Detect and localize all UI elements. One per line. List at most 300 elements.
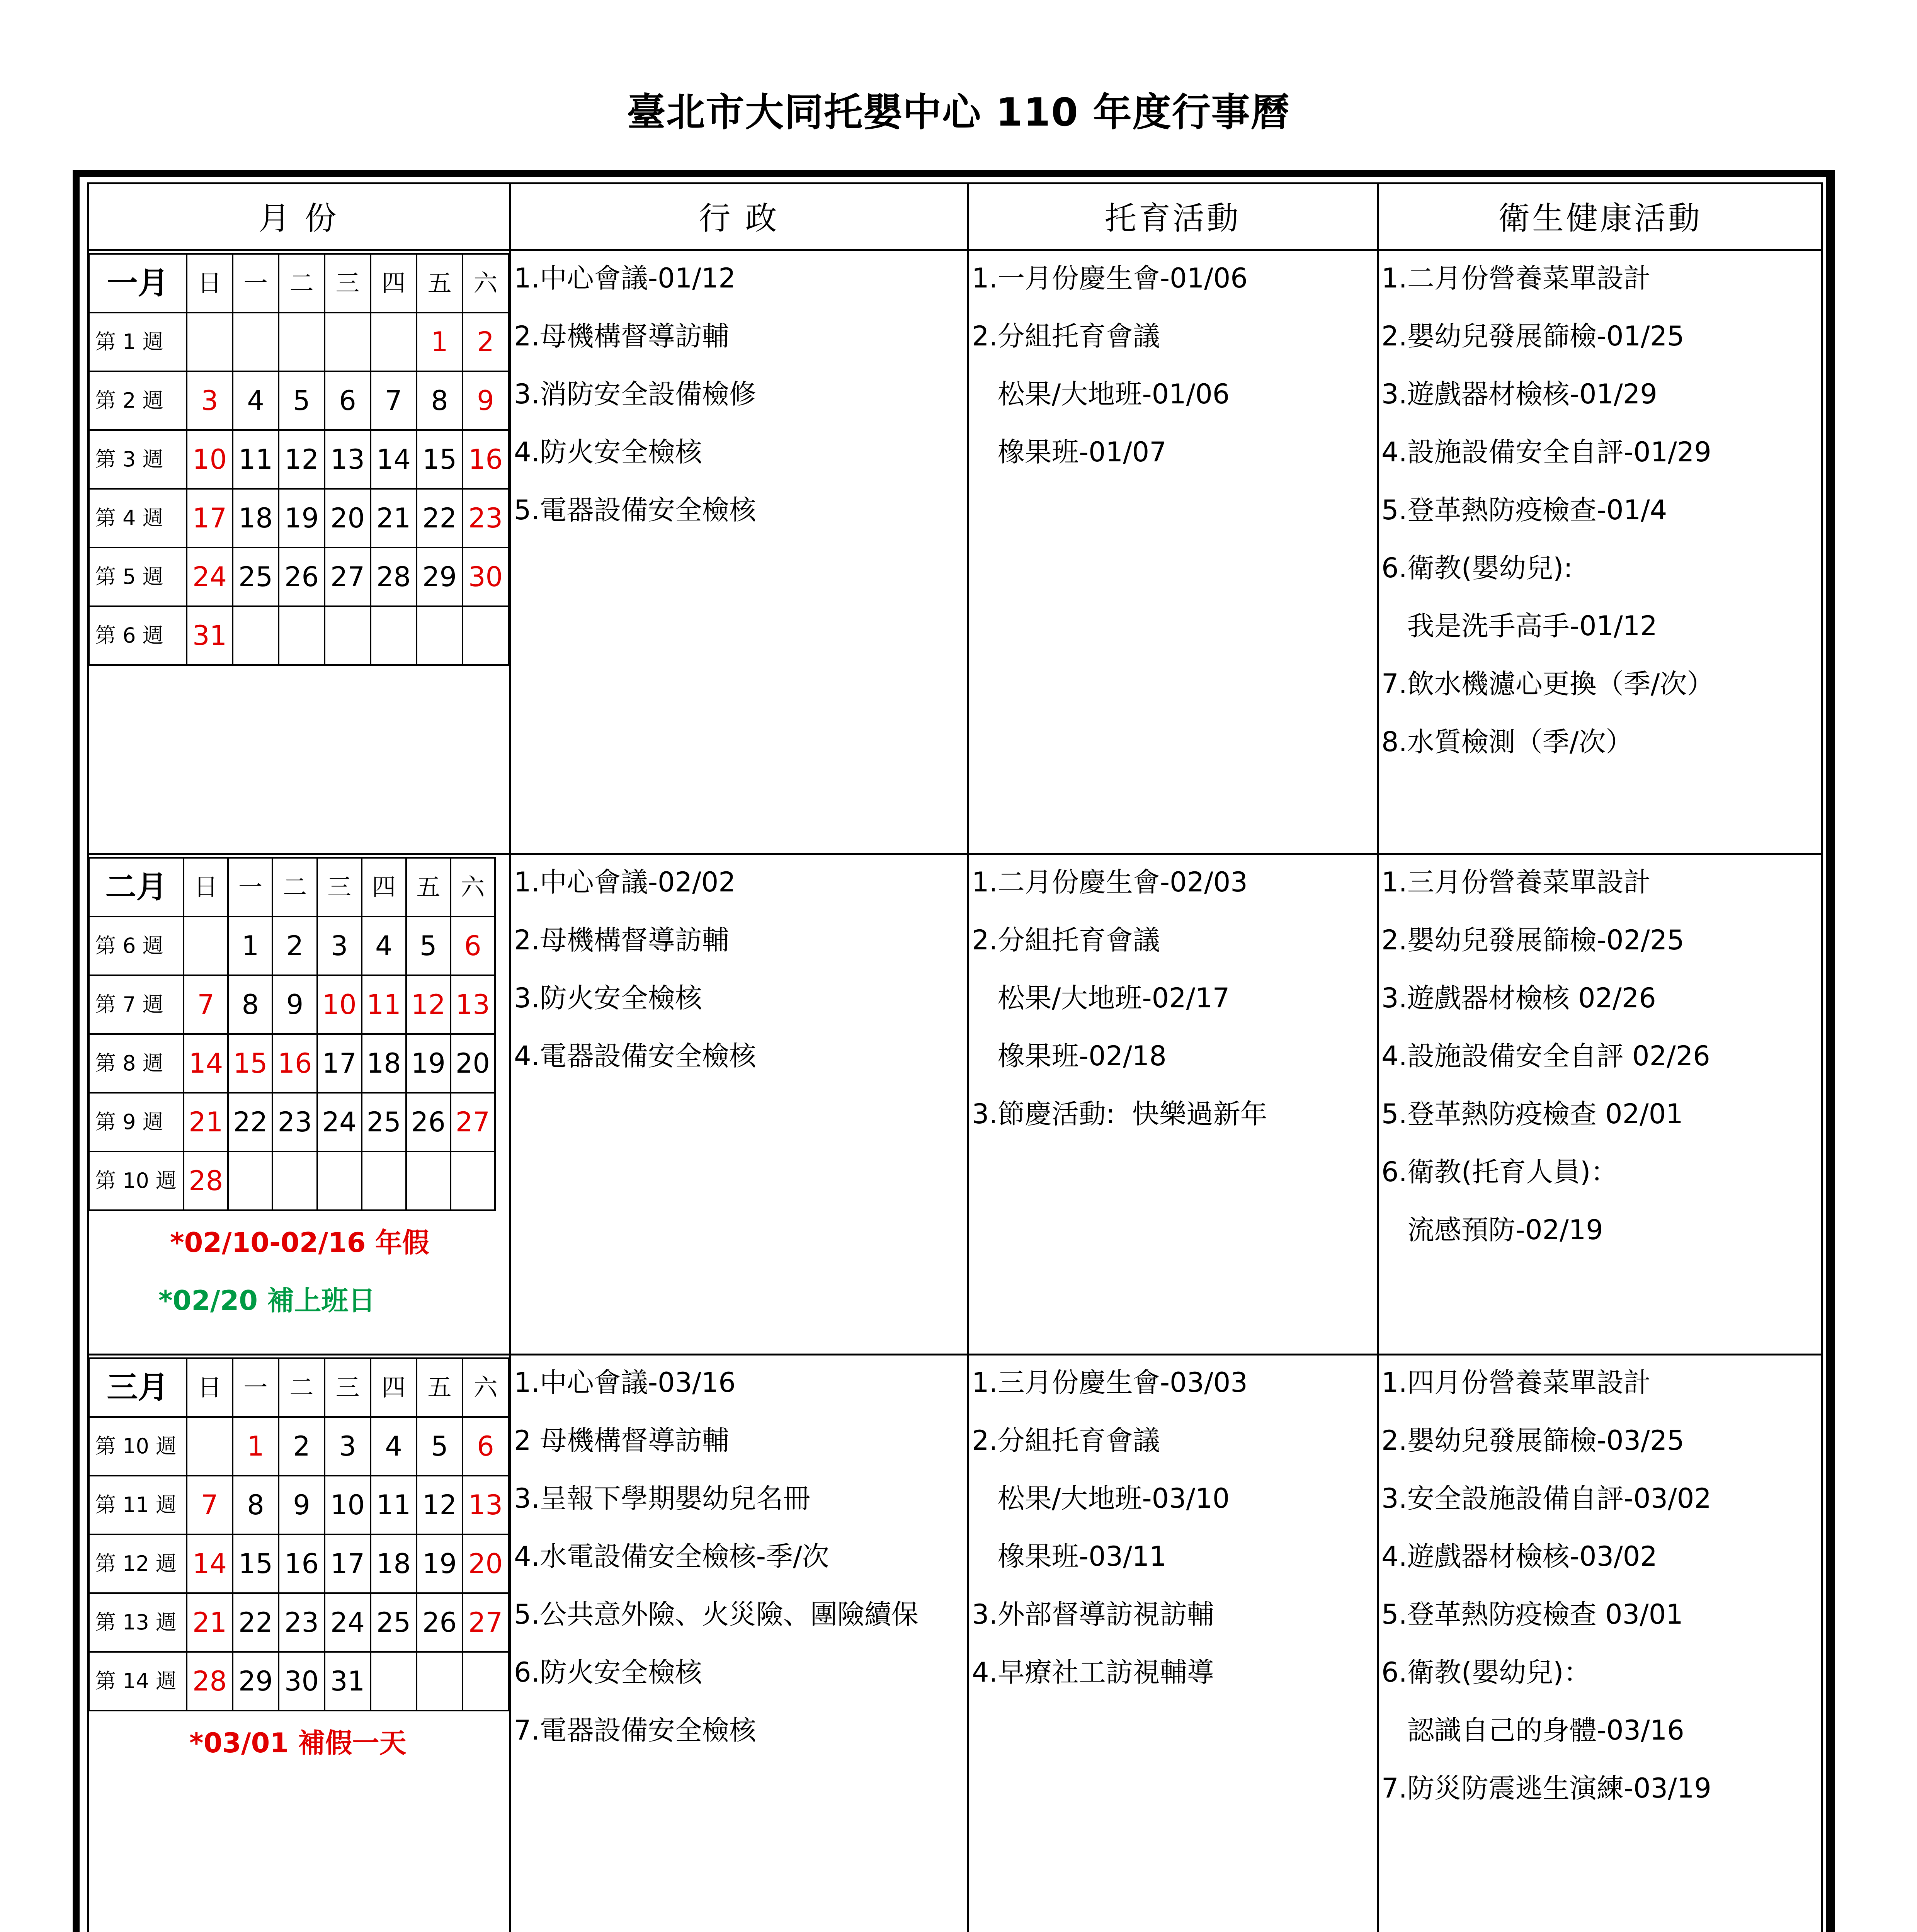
day-number: 3: [330, 930, 348, 962]
day-number: 2: [286, 930, 304, 962]
care-item: 橡果班-03/11: [972, 1541, 1167, 1572]
day-number: 10: [192, 444, 227, 475]
day-number: 13: [455, 989, 490, 1020]
day-cell: [371, 1534, 417, 1593]
page-title: 臺北市大同托嬰中心 110 年度行事曆: [627, 90, 1290, 135]
day-number: 7: [197, 989, 215, 1020]
day-cell: [463, 1593, 509, 1652]
week-label: 第 5 週: [89, 548, 187, 606]
day-number: 28: [376, 561, 411, 593]
day-cell: [406, 1151, 451, 1210]
day-cell: [325, 489, 371, 548]
day-cell: [325, 548, 371, 606]
day-number: 9: [477, 385, 494, 417]
care-item: 1.一月份慶生會-01/06: [972, 262, 1248, 294]
day-number: 28: [192, 1665, 227, 1697]
weekday-header: 二: [272, 858, 317, 917]
day-cell: [463, 1417, 509, 1476]
day-cell: [325, 313, 371, 371]
weekday-header: 日: [187, 1358, 233, 1417]
day-cell: [463, 606, 509, 665]
month-calendar: [88, 857, 496, 1211]
day-number: 24: [192, 561, 227, 593]
day-number: 23: [468, 502, 503, 534]
day-cell: [279, 430, 325, 489]
health-item: 5.登革熱防疫檢查 02/01: [1381, 1098, 1683, 1130]
day-number: 18: [376, 1548, 411, 1580]
week-row: [89, 1593, 509, 1652]
day-cell: [406, 975, 451, 1034]
day-cell: [187, 1534, 233, 1593]
day-cell: [233, 371, 279, 430]
day-cell: [272, 975, 317, 1034]
day-number: 11: [366, 989, 401, 1020]
day-cell: [417, 548, 463, 606]
admin-item: 4.防火安全檢核: [514, 436, 702, 468]
week-label: 第 7 週: [89, 975, 184, 1034]
day-cell: [279, 1652, 325, 1711]
day-cell: [187, 371, 233, 430]
day-cell: [463, 313, 509, 371]
day-number: 20: [455, 1048, 490, 1079]
weekday-header: 五: [417, 1358, 463, 1417]
week-label: 第 13 週: [89, 1593, 187, 1652]
care-item: 3.外部督導訪視訪輔: [972, 1599, 1214, 1630]
day-number: 13: [330, 444, 365, 475]
day-cell: [325, 1476, 371, 1534]
day-number: 6: [477, 1430, 494, 1462]
admin-list: [514, 853, 756, 1085]
day-cell: [187, 430, 233, 489]
week-row: [89, 313, 509, 371]
health-item: 流感預防-02/19: [1381, 1214, 1603, 1246]
weekday-header: 一: [228, 858, 272, 917]
day-number: 16: [277, 1048, 312, 1079]
week-row: [89, 1417, 509, 1476]
care-item: 3.節慶活動: 快樂過新年: [972, 1098, 1267, 1130]
day-number: 1: [247, 1430, 264, 1462]
day-cell: [187, 1417, 233, 1476]
day-number: 26: [422, 1607, 457, 1638]
calendar-note: *03/01 補假一天: [189, 1727, 407, 1759]
day-cell: [406, 917, 451, 975]
month-calendar: [88, 253, 509, 666]
day-cell: [279, 313, 325, 371]
day-cell: [362, 1034, 406, 1093]
day-cell: [451, 1034, 495, 1093]
day-cell: [417, 1417, 463, 1476]
day-cell: [228, 975, 272, 1034]
weekday-header: 四: [371, 1358, 417, 1417]
day-cell: [362, 975, 406, 1034]
day-number: 4: [375, 930, 393, 962]
day-number: 6: [464, 930, 481, 962]
day-number: 7: [385, 385, 402, 417]
day-number: 8: [247, 1489, 264, 1521]
admin-item: 1.中心會議-03/16: [514, 1367, 736, 1398]
calendar-note: *02/20 補上班日: [158, 1285, 376, 1316]
day-cell: [417, 1534, 463, 1593]
health-item: 4.設施設備安全自評 02/26: [1381, 1040, 1710, 1072]
admin-item: 5.電器設備安全檢核: [514, 494, 756, 526]
day-number: 19: [284, 502, 319, 534]
admin-item: 2 母機構督導訪輔: [514, 1425, 729, 1456]
day-number: 1: [242, 930, 259, 962]
day-number: 5: [293, 385, 310, 417]
day-cell: [451, 1151, 495, 1210]
day-number: 2: [477, 326, 494, 358]
day-number: 21: [189, 1106, 223, 1138]
month-calendar: [88, 1357, 509, 1711]
day-cell: [463, 548, 509, 606]
week-row: [89, 975, 495, 1034]
day-number: 29: [422, 561, 457, 593]
day-cell: [451, 1093, 495, 1151]
day-cell: [371, 1593, 417, 1652]
day-cell: [362, 1151, 406, 1210]
day-cell: [184, 975, 228, 1034]
day-cell: [371, 371, 417, 430]
day-number: 5: [431, 1430, 448, 1462]
health-list: [1381, 1354, 1711, 1817]
day-number: 26: [411, 1106, 446, 1138]
day-number: 31: [330, 1665, 365, 1697]
day-cell: [463, 1652, 509, 1711]
admin-item: 4.電器設備安全檢核: [514, 1040, 756, 1072]
week-row: [89, 1151, 495, 1210]
day-cell: [187, 1476, 233, 1534]
weekday-header: 三: [325, 254, 371, 313]
header-admin: 行 政: [510, 182, 968, 251]
health-item: 4.遊戲器材檢核-03/02: [1381, 1541, 1657, 1572]
day-number: 4: [385, 1430, 402, 1462]
day-number: 7: [201, 1489, 218, 1521]
weekday-header: 五: [417, 254, 463, 313]
day-cell: [371, 430, 417, 489]
weekday-header: 四: [362, 858, 406, 917]
day-number: 16: [284, 1548, 319, 1580]
day-number: 28: [189, 1165, 223, 1197]
day-number: 17: [322, 1048, 357, 1079]
day-number: 11: [238, 444, 273, 475]
day-cell: [272, 917, 317, 975]
care-item: 1.二月份慶生會-02/03: [972, 866, 1248, 898]
health-item: 4.設施設備安全自評-01/29: [1381, 436, 1711, 468]
day-cell: [279, 1534, 325, 1593]
day-number: 9: [286, 989, 304, 1020]
health-item: 3.遊戲器材檢核-01/29: [1381, 378, 1657, 410]
day-cell: [233, 1534, 279, 1593]
header-health: 衛生健康活動: [1378, 182, 1823, 251]
day-cell: [228, 917, 272, 975]
day-cell: [228, 1034, 272, 1093]
weekday-header: 五: [406, 858, 451, 917]
week-row: [89, 917, 495, 975]
day-number: 15: [233, 1048, 268, 1079]
admin-item: 3.呈報下學期嬰幼兒名冊: [514, 1483, 810, 1514]
day-cell: [187, 489, 233, 548]
day-cell: [371, 1476, 417, 1534]
care-list: [972, 249, 1248, 481]
admin-item: 1.中心會議-01/12: [514, 262, 736, 294]
day-cell: [279, 489, 325, 548]
health-item: 認識自己的身體-03/16: [1381, 1714, 1684, 1746]
day-cell: [184, 917, 228, 975]
day-cell: [371, 606, 417, 665]
care-item: 2.分組托育會議: [972, 1425, 1160, 1456]
week-row: [89, 1476, 509, 1534]
day-cell: [417, 489, 463, 548]
month-name: 一月: [89, 254, 187, 313]
day-cell: [187, 1593, 233, 1652]
care-list: [972, 853, 1267, 1143]
week-label: 第 6 週: [89, 606, 187, 665]
day-number: 14: [376, 444, 411, 475]
column-divider: [509, 182, 511, 1932]
day-number: 13: [468, 1489, 503, 1521]
health-item: 2.嬰幼兒發展篩檢-03/25: [1381, 1425, 1684, 1456]
admin-item: 3.防火安全檢核: [514, 982, 702, 1014]
day-cell: [362, 917, 406, 975]
day-number: 27: [455, 1106, 490, 1138]
week-label: 第 10 週: [89, 1417, 187, 1476]
health-item: 1.二月份營養菜單設計: [1381, 262, 1651, 294]
day-cell: [272, 1093, 317, 1151]
day-cell: [279, 548, 325, 606]
day-cell: [279, 371, 325, 430]
health-item: 6.衛教(嬰幼兒)：: [1381, 1656, 1591, 1688]
care-item: 橡果班-02/18: [972, 1040, 1167, 1072]
day-number: 23: [277, 1106, 312, 1138]
day-number: 25: [366, 1106, 401, 1138]
day-cell: [187, 606, 233, 665]
day-number: 3: [339, 1430, 356, 1462]
day-cell: [417, 313, 463, 371]
weekday-header: 日: [184, 858, 228, 917]
day-cell: [325, 1652, 371, 1711]
admin-item: 7.電器設備安全檢核: [514, 1714, 756, 1746]
day-cell: [279, 1417, 325, 1476]
week-row: [89, 371, 509, 430]
day-cell: [371, 489, 417, 548]
weekday-header: 六: [451, 858, 495, 917]
day-number: 17: [330, 1548, 365, 1580]
week-label: 第 11 週: [89, 1476, 187, 1534]
care-item: 松果/大地班-03/10: [972, 1483, 1230, 1514]
day-cell: [463, 1476, 509, 1534]
day-cell: [233, 313, 279, 371]
day-cell: [317, 1034, 362, 1093]
day-number: 19: [422, 1548, 457, 1580]
admin-item: 5.公共意外險、火災險、團險續保: [514, 1599, 919, 1630]
column-divider: [1377, 182, 1379, 1932]
week-row: [89, 1652, 509, 1711]
day-cell: [463, 430, 509, 489]
day-number: 23: [284, 1607, 319, 1638]
health-item: 7.防災防震逃生演練-03/19: [1381, 1772, 1711, 1804]
day-cell: [371, 1417, 417, 1476]
admin-list: [514, 249, 756, 539]
day-number: 9: [293, 1489, 310, 1521]
day-cell: [325, 1417, 371, 1476]
day-number: 1: [431, 326, 448, 358]
day-number: 12: [411, 989, 446, 1020]
day-number: 6: [339, 385, 356, 417]
weekday-header: 日: [187, 254, 233, 313]
day-number: 31: [192, 620, 227, 651]
health-list: [1381, 853, 1710, 1259]
day-cell: [371, 548, 417, 606]
weekday-header: 六: [463, 254, 509, 313]
weekday-header: 一: [233, 1358, 279, 1417]
day-number: 20: [468, 1548, 503, 1580]
day-number: 12: [422, 1489, 457, 1521]
care-item: 1.三月份慶生會-03/03: [972, 1367, 1248, 1398]
day-cell: [417, 1652, 463, 1711]
health-item: 3.安全設施設備自評-03/02: [1381, 1483, 1711, 1514]
health-item: 6.衛教(托育人員)：: [1381, 1156, 1618, 1188]
day-number: 14: [189, 1048, 223, 1079]
admin-item: 2.母機構督導訪輔: [514, 924, 729, 956]
care-list: [972, 1354, 1248, 1701]
day-number: 12: [284, 444, 319, 475]
day-cell: [463, 489, 509, 548]
day-cell: [317, 1151, 362, 1210]
day-number: 2: [293, 1430, 310, 1462]
week-label: 第 12 週: [89, 1534, 187, 1593]
calendar-note: *02/10-02/16 年假: [170, 1227, 429, 1259]
day-number: 11: [376, 1489, 411, 1521]
day-number: 8: [431, 385, 448, 417]
day-number: 17: [192, 502, 227, 534]
day-number: 5: [420, 930, 437, 962]
health-item: 2.嬰幼兒發展篩檢-02/25: [1381, 924, 1684, 956]
care-item: 橡果班-01/07: [972, 436, 1167, 468]
day-cell: [417, 606, 463, 665]
week-label: 第 2 週: [89, 371, 187, 430]
health-item: 1.三月份營養菜單設計: [1381, 866, 1651, 898]
day-number: 14: [192, 1548, 227, 1580]
day-number: 15: [238, 1548, 273, 1580]
health-item: 我是洗手高手-01/12: [1381, 610, 1657, 642]
day-cell: [233, 1476, 279, 1534]
day-cell: [228, 1093, 272, 1151]
day-number: 25: [238, 561, 273, 593]
day-cell: [233, 606, 279, 665]
health-item: 7.飲水機濾心更換（季/次）: [1381, 668, 1714, 700]
day-number: 16: [468, 444, 503, 475]
week-row: [89, 606, 509, 665]
day-number: 24: [322, 1106, 357, 1138]
week-row: [89, 548, 509, 606]
day-cell: [371, 313, 417, 371]
week-row: [89, 1034, 495, 1093]
day-number: 22: [238, 1607, 273, 1638]
weekday-header: 三: [325, 1358, 371, 1417]
day-number: 27: [330, 561, 365, 593]
month-name: 二月: [89, 858, 184, 917]
day-cell: [228, 1151, 272, 1210]
care-item: 4.早療社工訪視輔導: [972, 1656, 1214, 1688]
week-label: 第 10 週: [89, 1151, 184, 1210]
day-cell: [184, 1093, 228, 1151]
week-label: 第 9 週: [89, 1093, 184, 1151]
care-item: 2.分組托育會議: [972, 320, 1160, 352]
admin-item: 3.消防安全設備檢修: [514, 378, 756, 410]
day-number: 4: [247, 385, 264, 417]
day-cell: [325, 1534, 371, 1593]
day-number: 25: [376, 1607, 411, 1638]
weekday-header: 二: [279, 1358, 325, 1417]
admin-item: 2.母機構督導訪輔: [514, 320, 729, 352]
day-cell: [184, 1151, 228, 1210]
day-cell: [317, 917, 362, 975]
admin-item: 1.中心會議-02/02: [514, 866, 736, 898]
day-number: 30: [284, 1665, 319, 1697]
weekday-header: 四: [371, 254, 417, 313]
day-number: 10: [330, 1489, 365, 1521]
health-item: 8.水質檢測（季/次）: [1381, 726, 1633, 758]
week-label: 第 3 週: [89, 430, 187, 489]
column-divider: [967, 182, 969, 1932]
day-number: 22: [233, 1106, 268, 1138]
day-cell: [272, 1034, 317, 1093]
day-cell: [417, 371, 463, 430]
day-number: 30: [468, 561, 503, 593]
care-item: 松果/大地班-02/17: [972, 982, 1230, 1014]
week-row: [89, 1093, 495, 1151]
day-number: 8: [242, 989, 259, 1020]
day-number: 10: [322, 989, 357, 1020]
day-cell: [417, 430, 463, 489]
day-number: 18: [238, 502, 273, 534]
day-number: 20: [330, 502, 365, 534]
day-cell: [233, 1652, 279, 1711]
day-cell: [233, 1417, 279, 1476]
health-item: 2.嬰幼兒發展篩檢-01/25: [1381, 320, 1684, 352]
day-cell: [317, 1093, 362, 1151]
care-item: 松果/大地班-01/06: [972, 378, 1230, 410]
day-number: 21: [192, 1607, 227, 1638]
day-cell: [233, 548, 279, 606]
health-list: [1381, 249, 1714, 771]
day-cell: [317, 975, 362, 1034]
day-number: 22: [422, 502, 457, 534]
health-item: 5.登革熱防疫檢查 03/01: [1381, 1599, 1683, 1630]
day-number: 24: [330, 1607, 365, 1638]
day-cell: [406, 1034, 451, 1093]
health-item: 3.遊戲器材檢核 02/26: [1381, 982, 1656, 1014]
week-label: 第 8 週: [89, 1034, 184, 1093]
admin-list: [514, 1354, 919, 1759]
header-month: 月 份: [87, 182, 510, 251]
day-cell: [233, 1593, 279, 1652]
day-number: 15: [422, 444, 457, 475]
day-number: 29: [238, 1665, 273, 1697]
day-cell: [463, 1534, 509, 1593]
week-row: [89, 489, 509, 548]
health-item: 1.四月份營養菜單設計: [1381, 1367, 1651, 1398]
day-cell: [325, 371, 371, 430]
day-cell: [463, 371, 509, 430]
month-name: 三月: [89, 1358, 187, 1417]
day-cell: [233, 489, 279, 548]
health-item: 5.登革熱防疫檢查-01/4: [1381, 494, 1667, 526]
day-cell: [417, 1476, 463, 1534]
header-care: 托育活動: [968, 182, 1378, 251]
day-cell: [233, 430, 279, 489]
day-cell: [325, 430, 371, 489]
